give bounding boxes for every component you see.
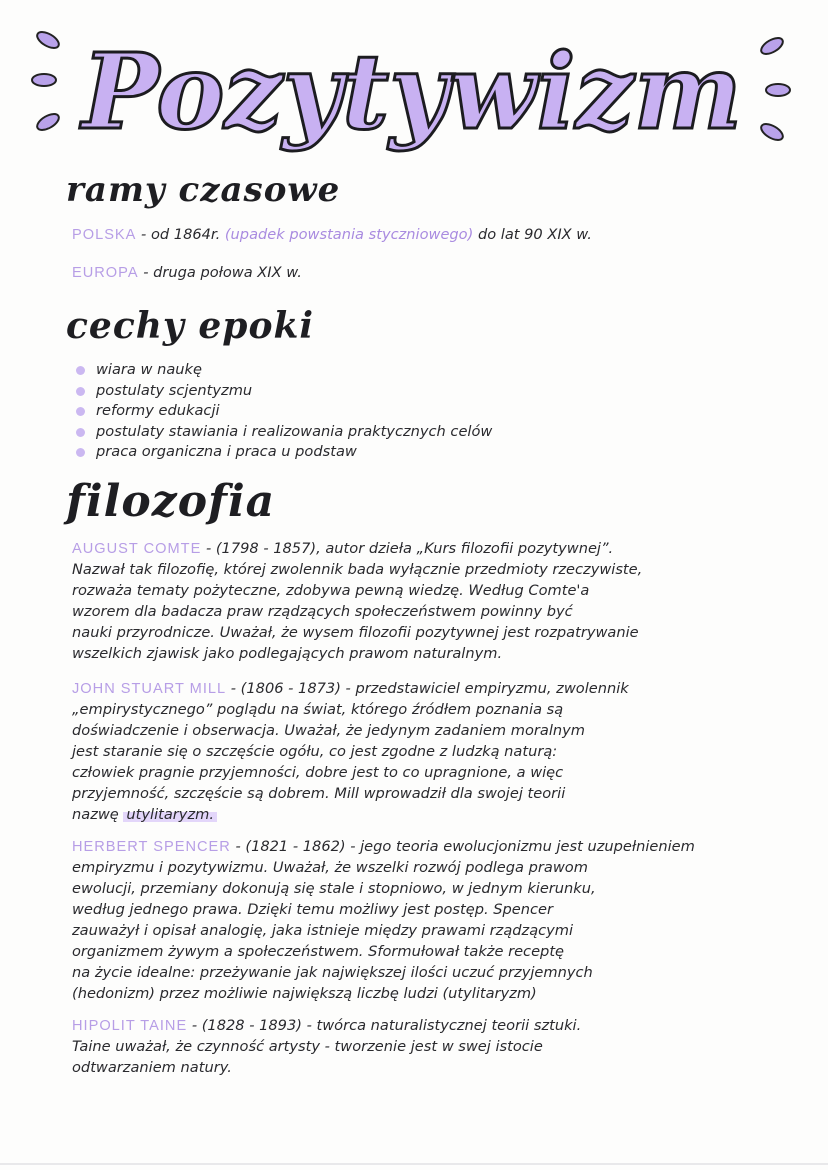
bullet-dot-icon: [76, 428, 85, 437]
mill-line-5: człowiek pragnie przyjemności, dobre jest to co upragnione, a więc: [72, 764, 564, 781]
list-item: praca organiczna i praca u podstaw: [76, 442, 492, 463]
comte-line-2: Nazwał tak filozofię, której zwolennik bada wyłącznie przedmioty rzeczywiste,: [72, 561, 643, 578]
label-europa: EUROPA: [72, 265, 139, 281]
mill-line-6: przyjemność, szczęście są dobrem. Mill wprowadził dla swojej teorii: [72, 785, 566, 802]
spencer-line-7: na życie idealne: przeżywanie jak największej ilości uczuć przyjemnych: [72, 964, 593, 981]
bullet-dot-icon: [76, 448, 85, 457]
page-bottom-edge: [0, 1163, 828, 1165]
timeframe-polska: [72, 226, 592, 243]
spencer-line-6: organizmem żywym a społeczeństwem. Sformułował także receptę: [72, 943, 565, 960]
timeframe-europa: [72, 264, 302, 281]
list-item: wiara w naukę: [76, 360, 492, 381]
heading-features: cechy epoki: [66, 305, 315, 347]
taine-line-2: Taine uważał, że czynność artysty - tworzenie jest w swej istocie: [72, 1038, 543, 1055]
comte-line-6: wszelkich zjawisk jako podlegających prawom naturalnym.: [72, 645, 503, 662]
bullet-dot-icon: [76, 387, 85, 396]
mill-line-2: „empirystycznego” poglądu na świat, którego źródłem poznania są: [72, 701, 564, 718]
philosopher-name-spencer: HERBERT SPENCER: [72, 839, 231, 855]
decoration-marks-left: [18, 20, 78, 170]
spencer-line-5: zauważył i opisał analogię, jaka istnieje między prawami rządzącymi: [72, 922, 574, 939]
philosopher-name-mill: JOHN STUART MILL: [72, 681, 227, 697]
mill-line-7: nazwę utylitaryzm.: [72, 806, 217, 823]
label-polska: POLSKA: [72, 227, 137, 243]
spencer-line-8: (hedonizm) przez możliwie największą liczbę ludzi (utylitaryzm): [72, 985, 537, 1002]
polska-date: - od 1864r.: [136, 226, 225, 243]
mill-line-4: jest staranie się o szczęście ogółu, co jest zgodne z ludzką naturą:: [72, 743, 558, 760]
comte-line-3: rozważa tematy pożyteczne, zdobywa pewną wiedzę. Według Comte'a: [72, 582, 590, 599]
spencer-line-4: według jednego prawa. Dzięki temu możliwy jest postęp. Spencer: [72, 901, 554, 918]
decoration-marks-right: [748, 20, 808, 170]
mill-line-1: JOHN STUART MILL - (1806 - 1873) - przedstawiciel empiryzmu, zwolennik: [72, 680, 629, 697]
list-item: postulaty stawiania i realizowania praktycznych celów: [76, 422, 492, 443]
comte-line-5: nauki przyrodnicze. Uważał, że wysem filozofii pozytywnej jest rozpatrywanie: [72, 624, 639, 641]
list-item: postulaty scjentyzmu: [76, 381, 492, 402]
polska-note: (upadek powstania styczniowego): [224, 226, 474, 243]
highlight-utilitarianism: utylitaryzm.: [123, 806, 217, 823]
spencer-line-3: ewolucji, przemiany dokonują się stale i stopniowo, w jednym kierunku,: [72, 880, 596, 897]
svg-text:Pozytywizm: Pozytywizm: [79, 30, 742, 153]
spencer-line-1: HERBERT SPENCER - (1821 - 1862) - jego teoria ewolucjonizmu jest uzupełnieniem: [72, 838, 695, 855]
comte-line-1: AUGUST COMTE - (1798 - 1857), autor dzieła „Kurs filozofii pozytywnej”.: [72, 540, 614, 557]
bullet-dot-icon: [76, 366, 85, 375]
list-item: reformy edukacji: [76, 401, 492, 422]
europa-text: - druga połowa XIX w.: [138, 264, 302, 281]
features-list: [76, 360, 492, 463]
comte-line-4: wzorem dla badacza praw rządzących społeczeństwem powinny być: [72, 603, 573, 620]
philosopher-name-comte: AUGUST COMTE: [72, 541, 202, 557]
spencer-line-2: empiryzmu i pozytywizmu. Uważał, że wszelki rozwój podlega prawom: [72, 859, 588, 876]
philosopher-name-taine: HIPOLIT TAINE: [72, 1018, 188, 1034]
heading-timeframe: ramy czasowe: [66, 170, 341, 210]
heading-philosophy: filozofia: [66, 476, 276, 527]
page-title: [74, 20, 754, 170]
taine-line-3: odtwarzaniem natury.: [72, 1059, 232, 1076]
bullet-dot-icon: [76, 407, 85, 416]
mill-line-3: doświadczenie i obserwacja. Uważał, że jedynym zadaniem moralnym: [72, 722, 585, 739]
polska-end: do lat 90 XIX w.: [473, 226, 592, 243]
taine-line-1: HIPOLIT TAINE - (1828 - 1893) - twórca naturalistycznej teorii sztuki.: [72, 1017, 582, 1034]
